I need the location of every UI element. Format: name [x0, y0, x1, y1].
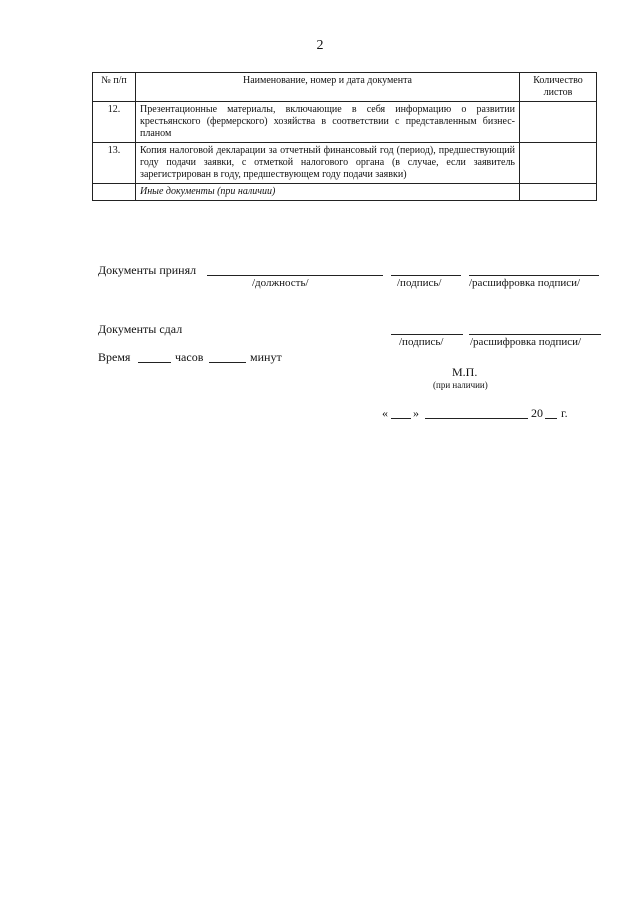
minutes-label: минут: [250, 350, 282, 364]
accepted-decoding-line: [469, 275, 599, 276]
documents-table: [92, 72, 597, 201]
month-line: [425, 418, 528, 419]
table-row: [93, 184, 597, 201]
row-document-name: Иные документы (при наличии): [136, 184, 520, 201]
row-document-name: Копия налоговой декларации за отчетный финансовый год (период), предшествующий году подачи заявки, с отметкой налогового органа (в случае, если заявитель зарегистрирован в году, предшествующем году подачи заявки): [136, 143, 520, 184]
row-document-name: Презентационные материалы, включающие в себя информацию о развитии крестьянского (фермерского) хозяйства в соответствии с представленным бизнес-планом: [136, 102, 520, 143]
row-sheet-count: [520, 102, 597, 143]
hours-label: часов: [175, 350, 204, 364]
date-close-quote: »: [413, 406, 419, 420]
position-caption: /должность/: [252, 277, 309, 289]
handed-label: Документы сдал: [98, 322, 183, 336]
handed-signature-caption: /подпись/: [399, 336, 444, 348]
accepted-decoding-caption: /расшифровка подписи/: [469, 277, 581, 289]
table-header-row: [93, 73, 597, 102]
stamp-label: М.П.: [452, 365, 478, 379]
handed-decoding-line: [469, 334, 601, 335]
minutes-line: [209, 362, 246, 363]
row-sheet-count: [520, 184, 597, 201]
accepted-signature-line: [391, 275, 461, 276]
position-line: [207, 275, 383, 276]
row-sheet-count: [520, 143, 597, 184]
handed-signature-line: [391, 334, 463, 335]
accepted-signature-caption: /подпись/: [397, 277, 442, 289]
row-number: [93, 184, 136, 201]
row-number: 13.: [93, 143, 136, 184]
table-row: [93, 143, 597, 184]
time-label: Время: [98, 350, 131, 364]
handed-decoding-caption: /расшифровка подписи/: [470, 336, 582, 348]
day-line: [391, 418, 411, 419]
hours-line: [138, 362, 171, 363]
year-prefix: 20: [531, 406, 543, 420]
year-suffix: г.: [561, 406, 568, 420]
date-open-quote: «: [382, 406, 388, 420]
accepted-label: Документы принял: [98, 263, 197, 277]
header-number: № п/п: [93, 73, 136, 102]
row-number: 12.: [93, 102, 136, 143]
stamp-note: (при наличии): [433, 380, 488, 390]
table-row: [93, 102, 597, 143]
header-document-name: Наименование, номер и дата документа: [136, 73, 520, 102]
header-sheet-count: Количество листов: [520, 73, 597, 102]
page-number: 2: [316, 38, 324, 53]
year-line: [545, 418, 557, 419]
